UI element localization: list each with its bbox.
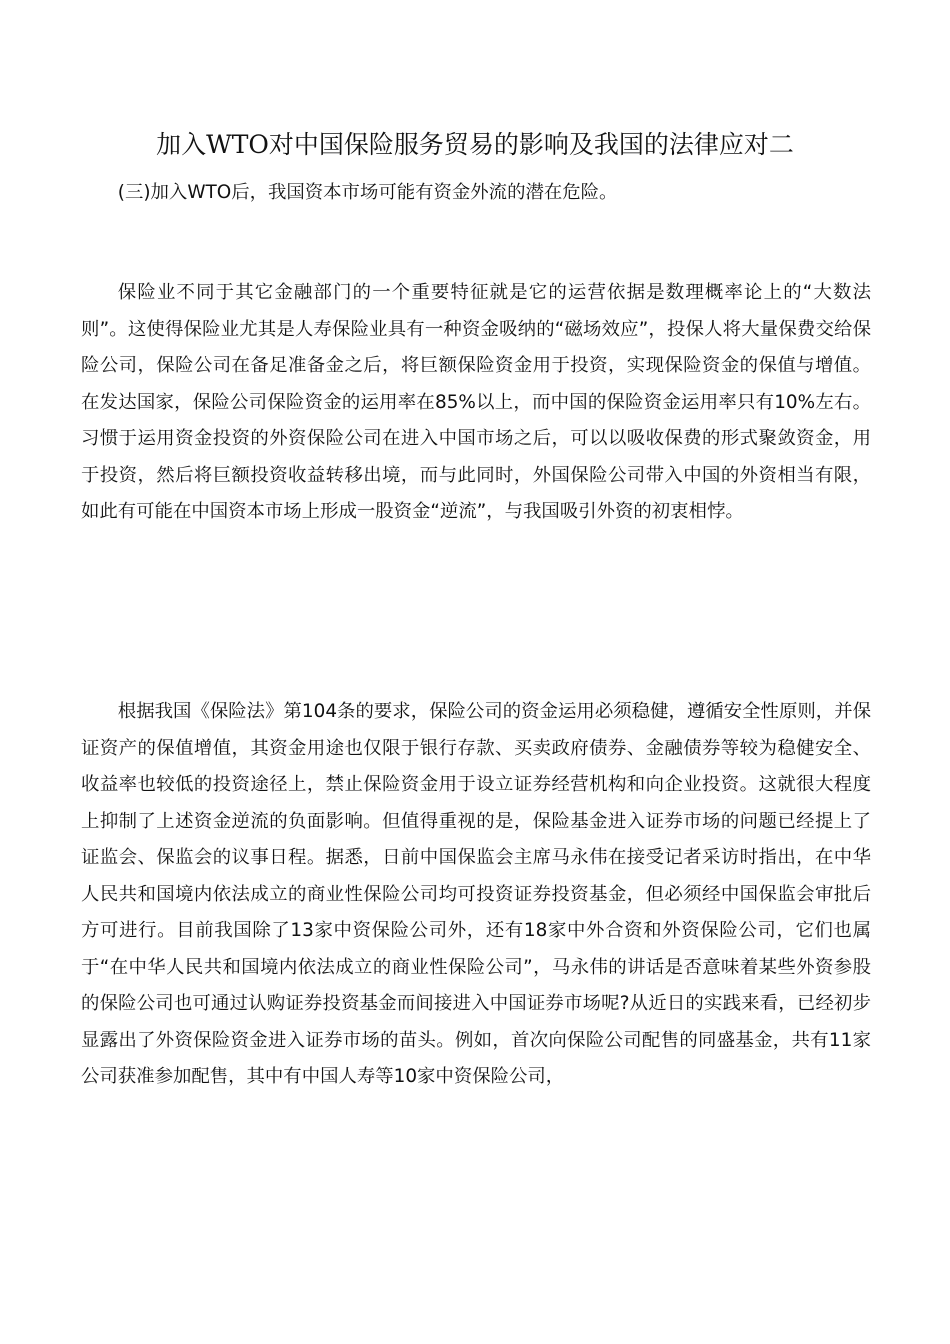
document-title: 加入WTO对中国保险服务贸易的影响及我国的法律应对二 — [156, 130, 794, 159]
paragraph-1: 保险业不同于其它金融部门的一个重要特征就是它的运营依据是数理概率论上的“大数法则”。这使得保险业尤其是人寿保险业具有一种资金吸纳的“磁场效应”，投保人将大量保费交给保险公司，保险公司在备足准备金之后，将巨额保险资金用于投资，实现保险资金的保值与增值。在发达国家，保险公司保险资金的运用率在85%以上，而中国的保险资金运用率只有10%左右。习惯于运用资金投资的外资保险公司在进入中国市场之后，可以以吸收保费的形式聚敛资金，用于投资，然后将巨额投资收益转移出境，而与此同时，外国保险公司带入中国的外资相当有限，如此有可能在中国资本市场上形成一股资金“逆流”，与我国吸引外资的初衷相悖。 — [81, 282, 871, 522]
section-heading: (三)加入WTO后，我国资本市场可能有资金外流的潜在危险。 — [117, 182, 618, 203]
paragraph-2: 根据我国《保险法》第104条的要求，保险公司的资金运用必须稳健，遵循安全性原则，并保证资产的保值增值，其资金用途也仅限于银行存款、买卖政府债券、金融债券等较为稳健安全、收益率也较低的投资途径上，禁止保险资金用于设立证券经营机构和向企业投资。这就很大程度上抑制了上述资金逆流的负面影响。但值得重视的是，保险基金进入证券市场的问题已经提上了证监会、保监会的议事日程。据悉，日前中国保监会主席马永伟在接受记者采访时指出，在中华人民共和国境内依法成立的商业性保险公司均可投资证券投资基金，但必须经中国保监会审批后方可进行。目前我国除了13家中资保险公司外，还有18家中外合资和外资保险公司，它们也属于“在中华人民共和国境内依法成立的商业性保险公司”，马永伟的讲话是否意味着某些外资参股的保险公司也可通过认购证券投资基金而间接进入中国证券市场呢?从近日的实践来看，已经初步显露出了外资保险资金进入证券市场的苗头。例如，首次向保险公司配售的同盛基金，共有11家公司获准参加配售，其中有中国人寿等10家中资保险公司， — [81, 701, 871, 1087]
